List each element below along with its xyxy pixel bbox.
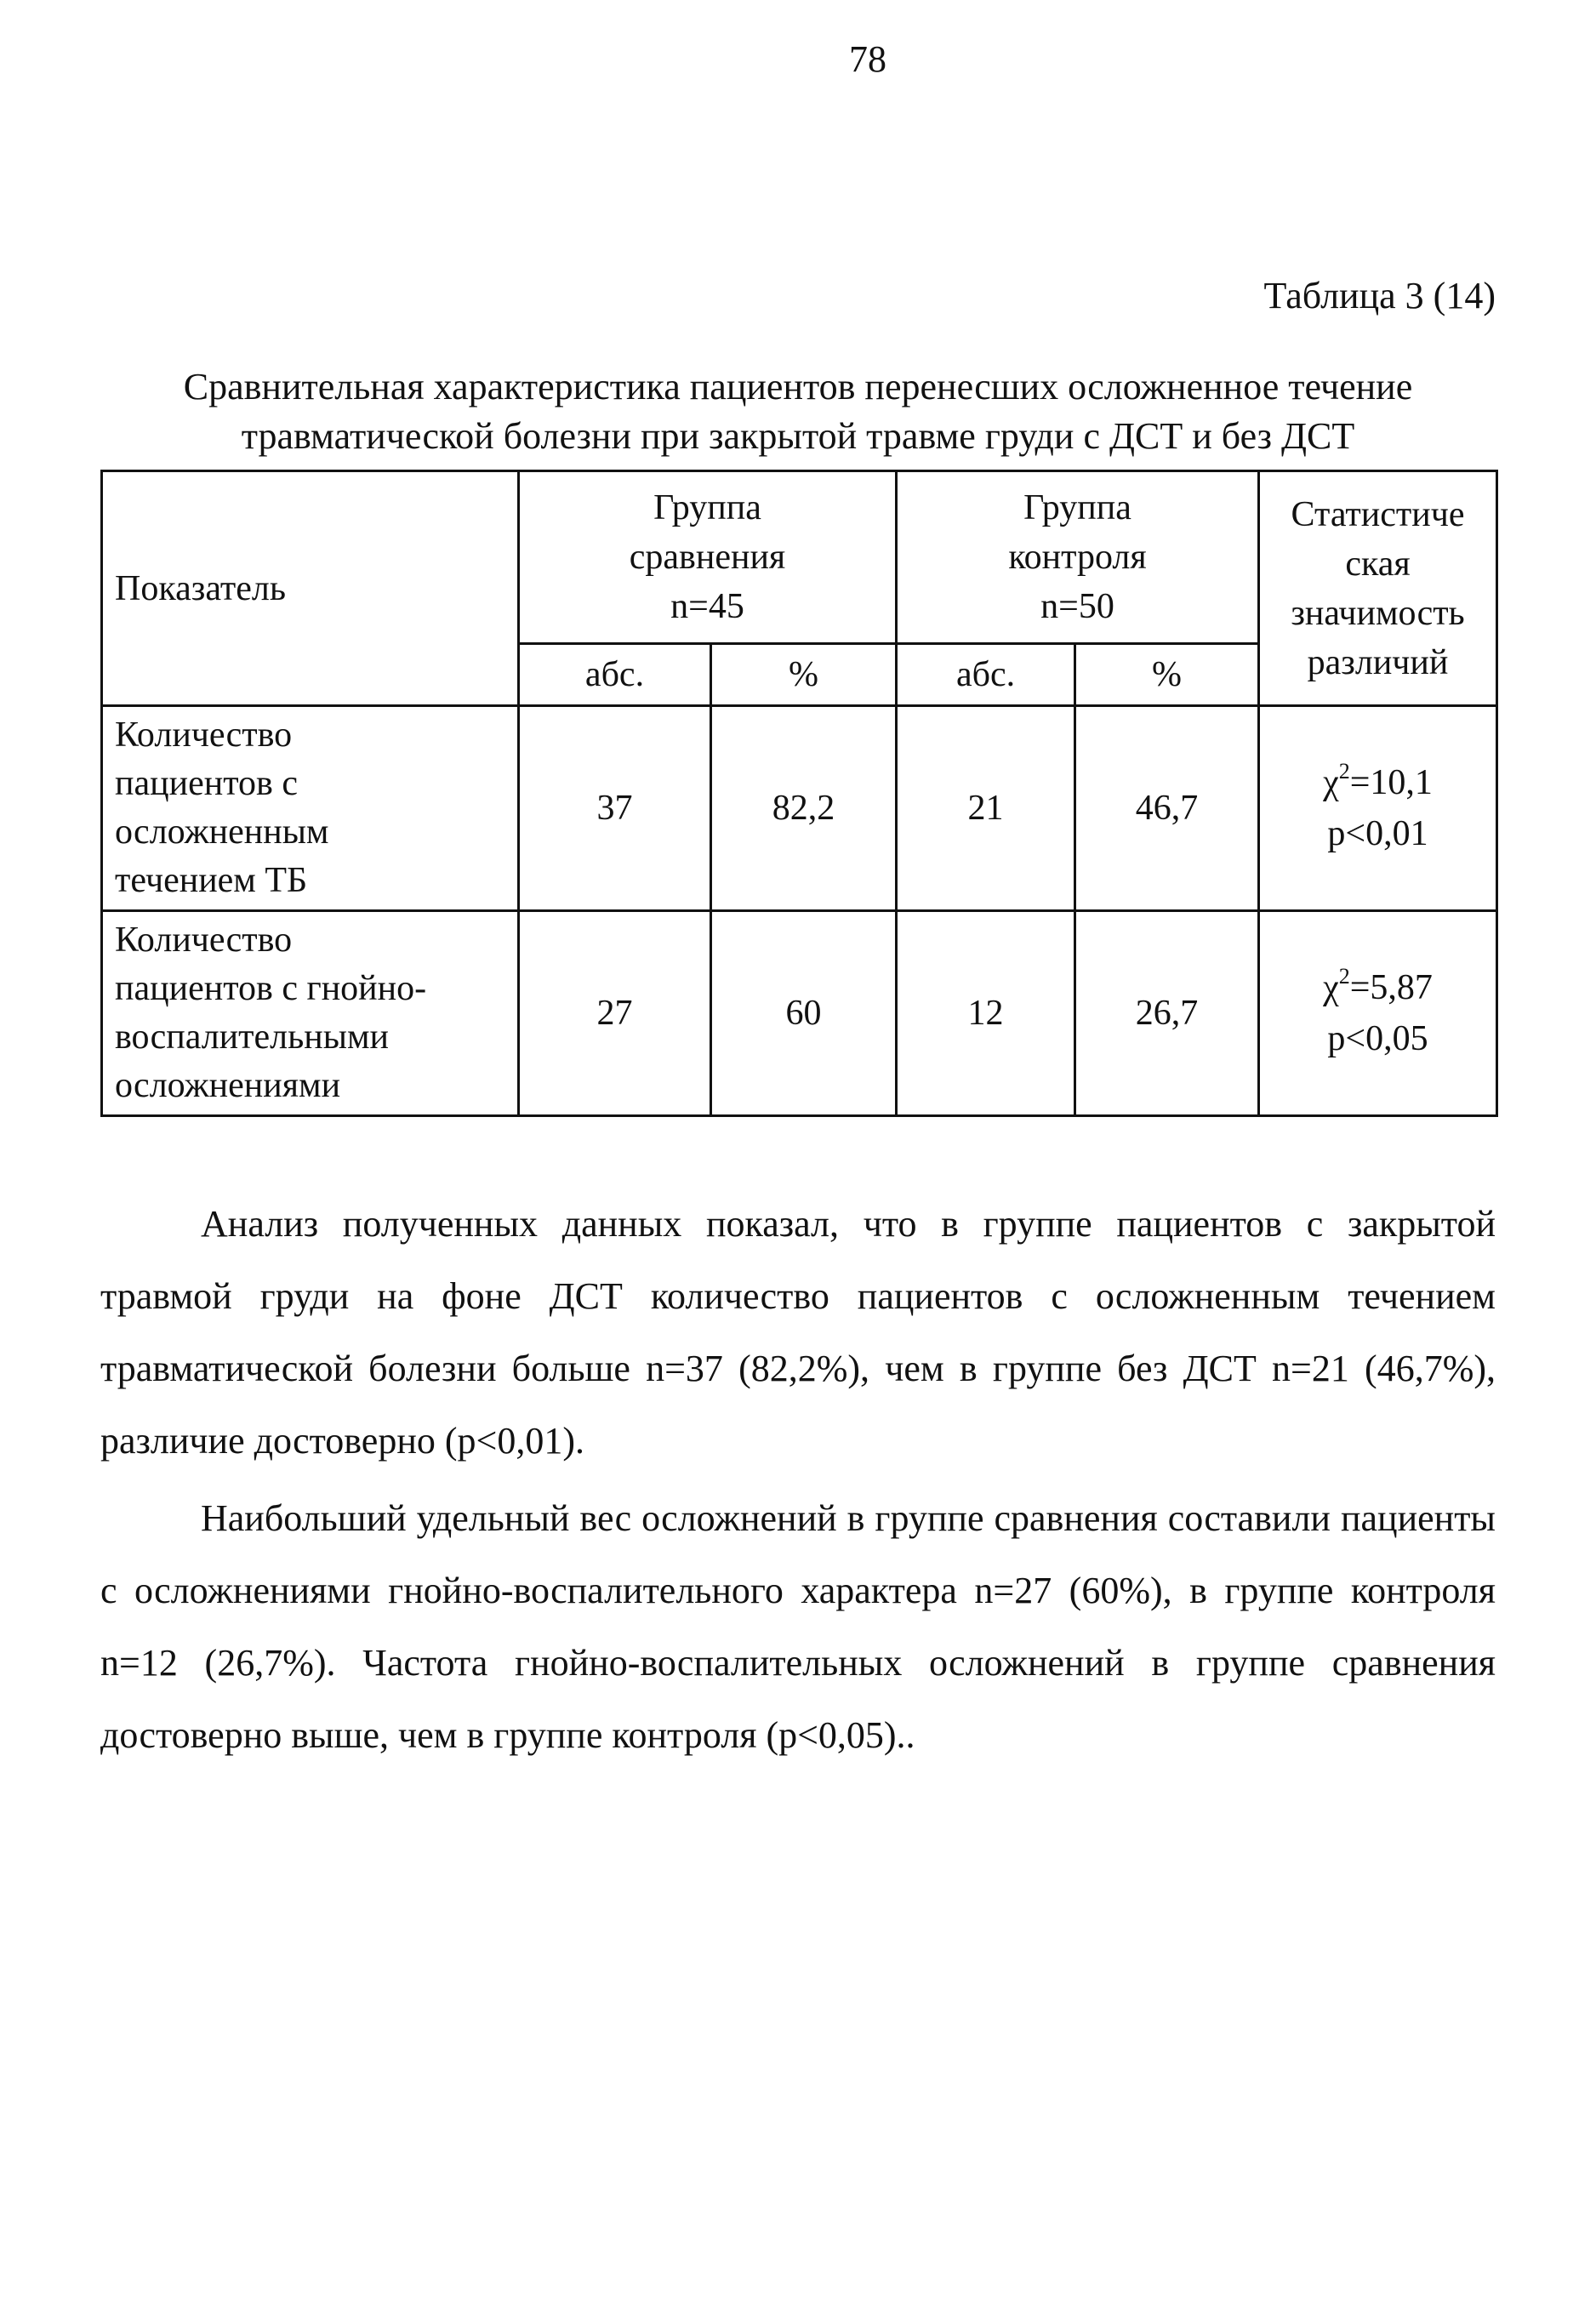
table-row xyxy=(102,911,1497,1116)
chi-square-line xyxy=(1260,962,1496,1013)
significance-header-line1: Статистиче xyxy=(1291,494,1465,534)
significance-value xyxy=(1259,706,1497,911)
row-label-line: осложненным xyxy=(115,812,329,852)
row-label-line: воспалительными xyxy=(115,1017,390,1057)
chi-value: =10,1 xyxy=(1349,763,1433,802)
comparison-pct-value: 82,2 xyxy=(711,706,897,911)
p-value: p<0,01 xyxy=(1327,814,1428,853)
indicator-header: Показатель xyxy=(102,471,519,706)
significance-header xyxy=(1259,471,1497,706)
control-group-header-line2: контроля xyxy=(1008,538,1147,577)
comparison-pct-header: % xyxy=(711,644,897,706)
chi-exponent: 2 xyxy=(1338,759,1350,784)
chi-square-line xyxy=(1260,757,1496,808)
control-abs-value: 12 xyxy=(897,911,1075,1116)
comparison-group-header-line3: n=45 xyxy=(670,587,744,626)
chi-value: =5,87 xyxy=(1349,968,1433,1007)
significance-header-line4: различий xyxy=(1307,642,1449,682)
table-label: Таблица 3 (14) xyxy=(1263,275,1496,316)
comparison-group-header-line1: Группа xyxy=(653,488,761,527)
chi-exponent: 2 xyxy=(1338,964,1350,989)
comparison-abs-header: абс. xyxy=(519,644,711,706)
control-pct-value: 46,7 xyxy=(1075,706,1259,911)
chi-symbol: χ xyxy=(1323,763,1339,802)
comparison-abs-value: 37 xyxy=(519,706,711,911)
control-group-header xyxy=(897,471,1259,644)
comparison-pct-value: 60 xyxy=(711,911,897,1116)
control-abs-header: абс. xyxy=(897,644,1075,706)
p-value: p<0,05 xyxy=(1327,1019,1428,1058)
row-label-line: пациентов с гнойно- xyxy=(115,969,427,1008)
significance-header-line3: значимость xyxy=(1291,593,1465,633)
comparison-abs-value: 27 xyxy=(519,911,711,1116)
row-label xyxy=(102,911,519,1116)
row-label-line: Количество xyxy=(115,921,293,960)
control-pct-header: % xyxy=(1075,644,1259,706)
row-label-line: осложнениями xyxy=(115,1066,341,1105)
comparison-group-header-line2: сравнения xyxy=(629,538,786,577)
significance-value xyxy=(1259,911,1497,1116)
comparison-table xyxy=(100,470,1498,1117)
paragraph: Наибольший удельный вес осложнений в группе сравнения составили пациенты с осложнениями гнойно-воспалительного характера n=27 (60%), в группе контроля n=12 (26,7%). Частота гнойно-воспалительных осложнений в группе сравнения достоверно выше, чем в группе контроля (p<0,05).. xyxy=(100,1497,1496,1756)
row-label xyxy=(102,706,519,911)
comparison-group-header xyxy=(519,471,897,644)
row-label-line: течением ТБ xyxy=(115,861,308,900)
control-group-header-line1: Группа xyxy=(1023,488,1131,527)
table-caption: Сравнительная характеристика пациентов перенесших осложненное течение травматической болезни при закрытой травме груди с ДСТ и без ДСТ xyxy=(183,366,1413,457)
page-number: 78 xyxy=(849,38,886,80)
table-row xyxy=(102,706,1497,911)
control-group-header-line3: n=50 xyxy=(1040,587,1114,626)
row-label-line: пациентов с xyxy=(115,764,298,803)
row-label-line: Количество xyxy=(115,715,293,755)
significance-header-line2: ская xyxy=(1345,544,1411,584)
chi-symbol: χ xyxy=(1323,968,1339,1007)
body-text xyxy=(100,1188,1496,1776)
control-abs-value: 21 xyxy=(897,706,1075,911)
paragraph: Анализ полученных данных показал, что в группе пациентов с закрытой травмой груди на фоне ДСТ количество пациентов с осложненным течением травматической болезни больше n=37 (82,2%), чем в группе без ДСТ n=21 (46,7%), различие достоверно (p<0,01). xyxy=(100,1203,1496,1462)
control-pct-value: 26,7 xyxy=(1075,911,1259,1116)
table-header-row xyxy=(102,471,1497,644)
